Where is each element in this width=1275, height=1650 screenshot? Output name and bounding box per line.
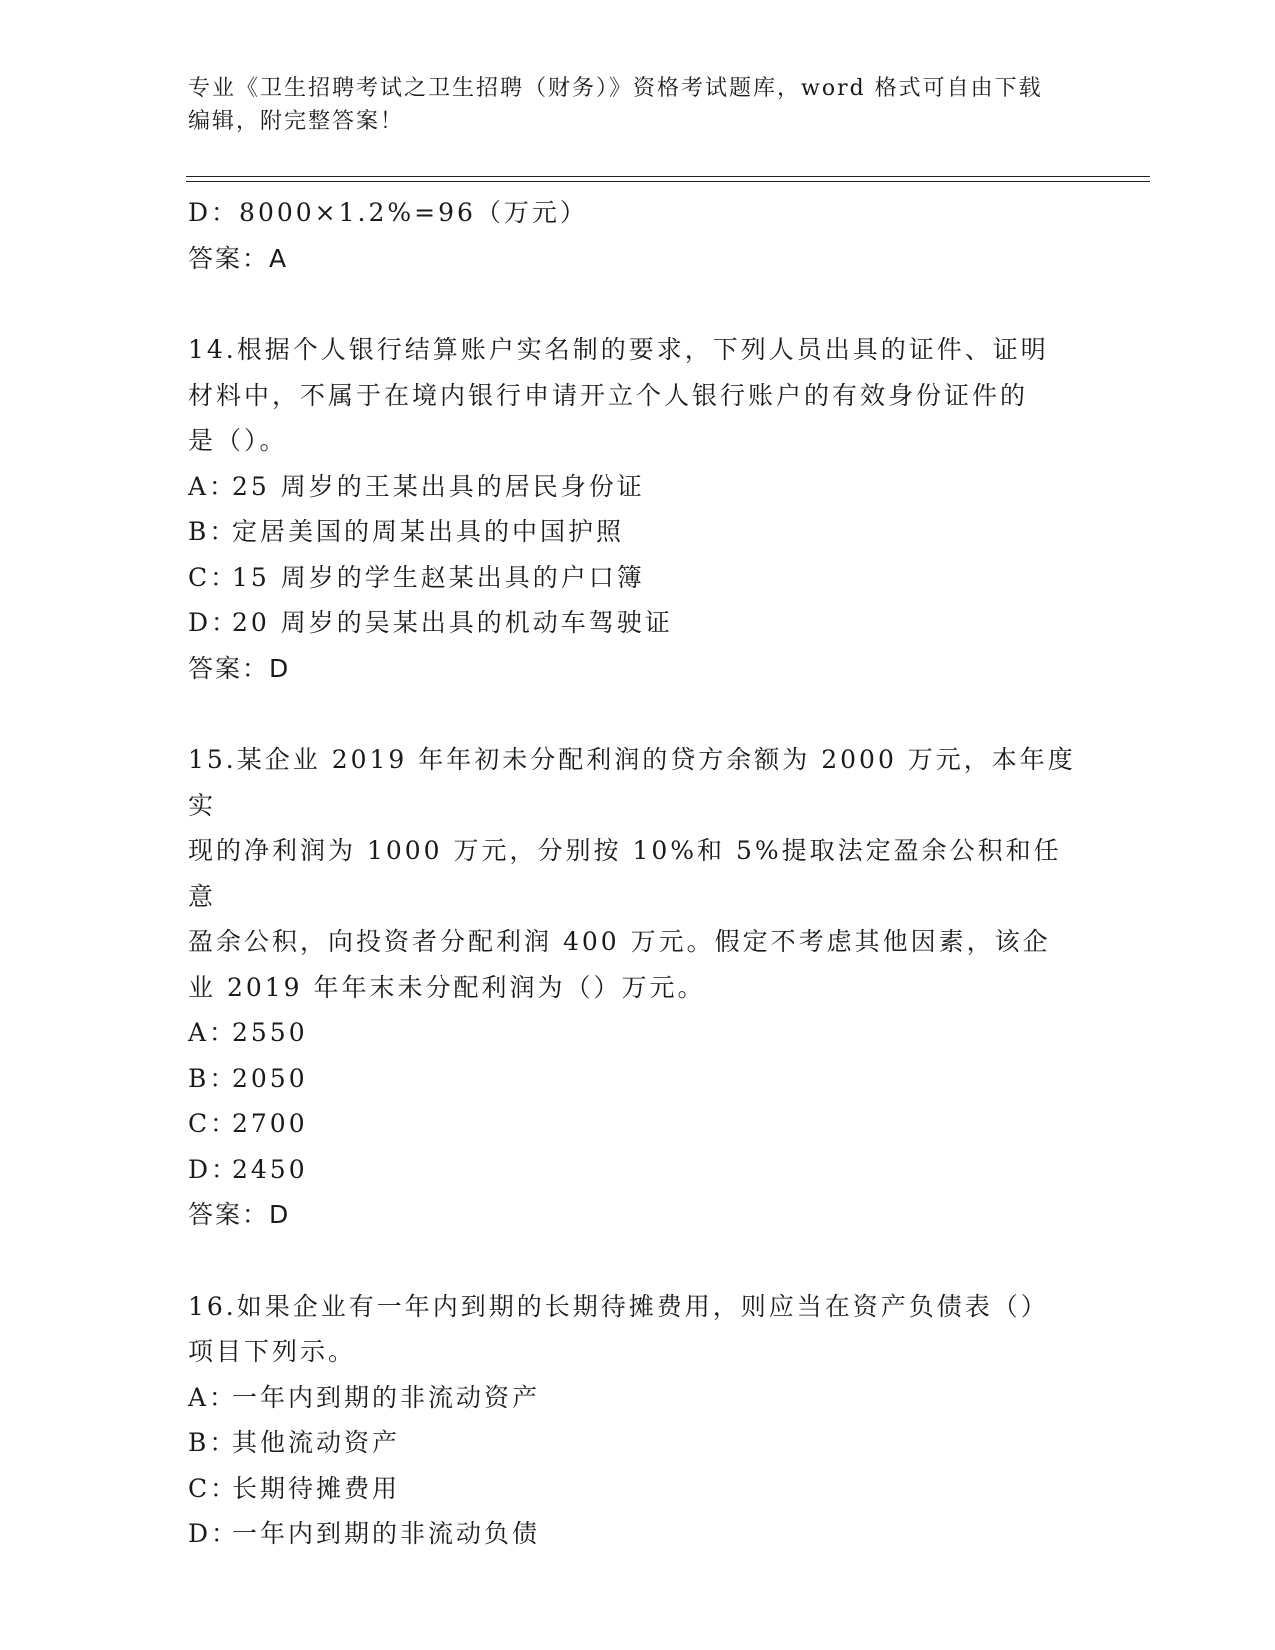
option-text: 2700 [232,1109,308,1138]
option-key: D： [188,608,240,637]
option-text: 一年内到期的非流动负债 [232,1519,541,1548]
option-text: 定居美国的周某出具的中国护照 [232,517,625,546]
option-a [188,1375,1088,1421]
option-key: C： [188,562,239,592]
stem-line: 业 2019 年年末未分配利润为（）万元。 [188,972,706,1002]
header-line-1: 专业《卫生招聘考试之卫生招聘（财务）》资格考试题库，word 格式可自由下载 [188,76,1043,101]
option-text: 15 周岁的学生赵某出具的户口簿 [232,562,645,592]
option-key: A： [188,471,238,501]
option-d: D：8000×1.2%=96（万元） [188,198,588,227]
option-text: 2050 [232,1063,308,1093]
option-key: C： [188,1109,239,1138]
question-16 [188,1284,1088,1557]
stem-line: 盈余公积，向投资者分配利润 400 万元。假定不考虑其他因素，该企 [188,927,1051,956]
header-rule-bottom [186,181,1150,182]
question-stem [188,1284,1088,1375]
answer-line: 答案：A [188,243,289,273]
option-a [188,1010,1088,1056]
option-c [188,555,1088,601]
answer-line: 答案：D [188,653,291,683]
option-text: 2450 [232,1154,308,1184]
option-text: 2550 [232,1018,308,1047]
stem-line: 是（）。 [188,426,288,455]
stem-line: 现的净利润为 1000 万元，分别按 10%和 5%提取法定盈余公积和任意 [188,836,1062,911]
option-text: 25 周岁的王某出具的居民身份证 [232,471,645,501]
option-d [188,600,1088,646]
option-key: B： [188,1428,238,1457]
question-15 [188,737,1088,1238]
document-header [188,72,1068,138]
option-c [188,1466,1088,1512]
option-key: B： [188,517,238,546]
option-key: A： [188,1382,238,1412]
question-stem [188,327,1088,464]
stem-line: 16.如果企业有一年内到期的长期待摊费用，则应当在资产负债表（） [188,1291,1049,1321]
option-key: D： [188,1154,240,1184]
previous-question-tail [188,190,1088,281]
stem-line: 14.根据个人银行结算账户实名制的要求，下列人员出具的证件、证明 [188,335,1049,364]
stem-line: 项目下列示。 [188,1337,357,1366]
stem-line: 15.某企业 2019 年年初未分配利润的贷方余额为 2000 万元，本年度实 [188,745,1076,820]
header-rule-top [186,176,1150,177]
question-14 [188,327,1088,691]
document-body [188,190,1088,1557]
option-b [188,509,1088,555]
answer-line: 答案：D [188,1200,291,1229]
stem-line: 材料中，不属于在境内银行申请开立个人银行账户的有效身份证件的 [188,380,1029,410]
header-line-2: 编辑，附完整答案！ [188,109,405,134]
option-key: B： [188,1063,238,1093]
question-stem [188,737,1088,1010]
option-text: 其他流动资产 [232,1428,401,1457]
option-key: A： [188,1018,238,1047]
option-b [188,1056,1088,1102]
option-text: 长期待摊费用 [232,1473,401,1503]
option-a [188,464,1088,510]
option-text: 20 周岁的吴某出具的机动车驾驶证 [232,608,673,637]
option-d [188,1147,1088,1193]
option-key: C： [188,1473,239,1503]
option-key: D： [188,1519,240,1548]
option-d [188,1511,1088,1557]
option-text: 一年内到期的非流动资产 [232,1382,541,1412]
option-b [188,1420,1088,1466]
option-c [188,1101,1088,1147]
